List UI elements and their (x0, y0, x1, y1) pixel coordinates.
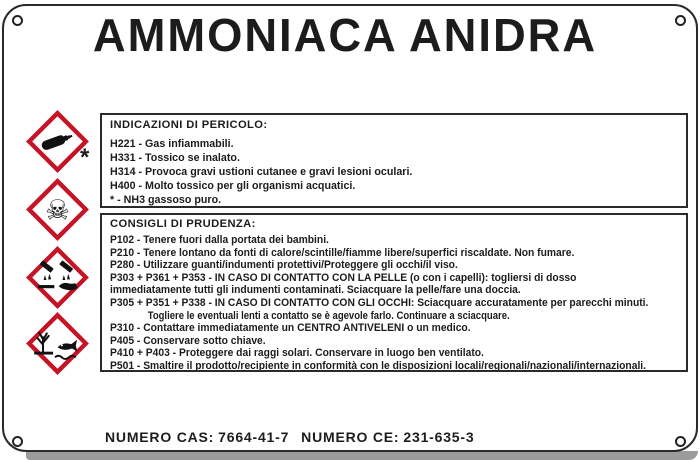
corrosion-icon (26, 246, 89, 309)
page-title: AMMONIACA ANIDRA (92, 9, 598, 61)
statement-line: P102 - Tenere fuori dalla portata dei bambini. (110, 234, 329, 246)
plate-shadow (26, 451, 698, 460)
statement-line: H400 - Molto tossico per gli organismi acquatici. (110, 180, 356, 192)
statement-line: P410 + P403 - Proteggere dai raggi solari. Conservare in luogo ben ventilato. (110, 347, 484, 360)
environment-icon (26, 312, 89, 375)
ce-number-label: NUMERO CE: (301, 429, 400, 445)
statement-line: P501 - Smaltire il prodotto/recipiente in conformità con le disposizioni locali/regionali/nazionali/internazionali. (110, 359, 647, 372)
hazard-statements-box (100, 113, 688, 208)
statement-line: H331 - Tossico se inalato. (110, 152, 240, 164)
statement-line: H314 - Provoca gravi ustioni cutanee e gravi lesioni oculari. (110, 166, 413, 178)
precaution-statements-list (110, 234, 678, 372)
statement-line: P405 - Conservare sotto chiave. (110, 334, 266, 347)
precaution-box-header: CONSIGLI DI PRUDENZA: (110, 218, 256, 230)
skull-crossbones-icon (26, 178, 89, 241)
statement-line: immediatamente tutti gli indumenti contaminati. Sciacquare la pelle/fare una doccia. (110, 284, 521, 297)
statement-line: * - NH3 gassoso puro. (110, 194, 222, 206)
statement-line: H221 - Gas infiammabili. (110, 138, 234, 150)
hazard-box-header: INDICAZIONI DI PERICOLO: (110, 119, 268, 131)
statement-line: P210 - Tenere lontano da fonti di calore/scintille/fiamme libere/superfici riscaldate. Non fumare. (110, 246, 575, 259)
svg-text:☠: ☠ (45, 193, 70, 227)
statement-line: P280 - Utilizzare guanti/indumenti protettivi/Proteggere gli occhi/il viso. (110, 259, 458, 272)
statement-line: P303 + P361 + P353 - IN CASO DI CONTATTO CON LA PELLE (o con i capelli): togliersi di dosso (110, 271, 577, 284)
cas-number-value: 7664-41-7 (218, 429, 290, 445)
statement-line: P310 - Contattare immediatamente un CENTRO ANTIVELENI o un medico. (110, 322, 471, 335)
ce-number-value: 231-635-3 (403, 429, 475, 445)
statement-line: Togliere le eventuali lenti a contatto se è agevole farlo. Continuare a sciacquare. (147, 309, 510, 322)
cas-number-label: NUMERO CAS: (105, 429, 215, 445)
precaution-statements-box (100, 213, 688, 372)
registry-numbers (105, 429, 474, 445)
footnote-marker: * (80, 144, 90, 171)
mounting-hole-bottom-left (12, 436, 23, 447)
hazard-statements-list (110, 137, 678, 207)
mounting-hole-bottom-right (675, 436, 686, 447)
statement-line: P305 + P351 + P338 - IN CASO DI CONTATTO CON GLI OCCHI: Sciacquare accuratamente per parecchi minuti. (110, 296, 649, 309)
